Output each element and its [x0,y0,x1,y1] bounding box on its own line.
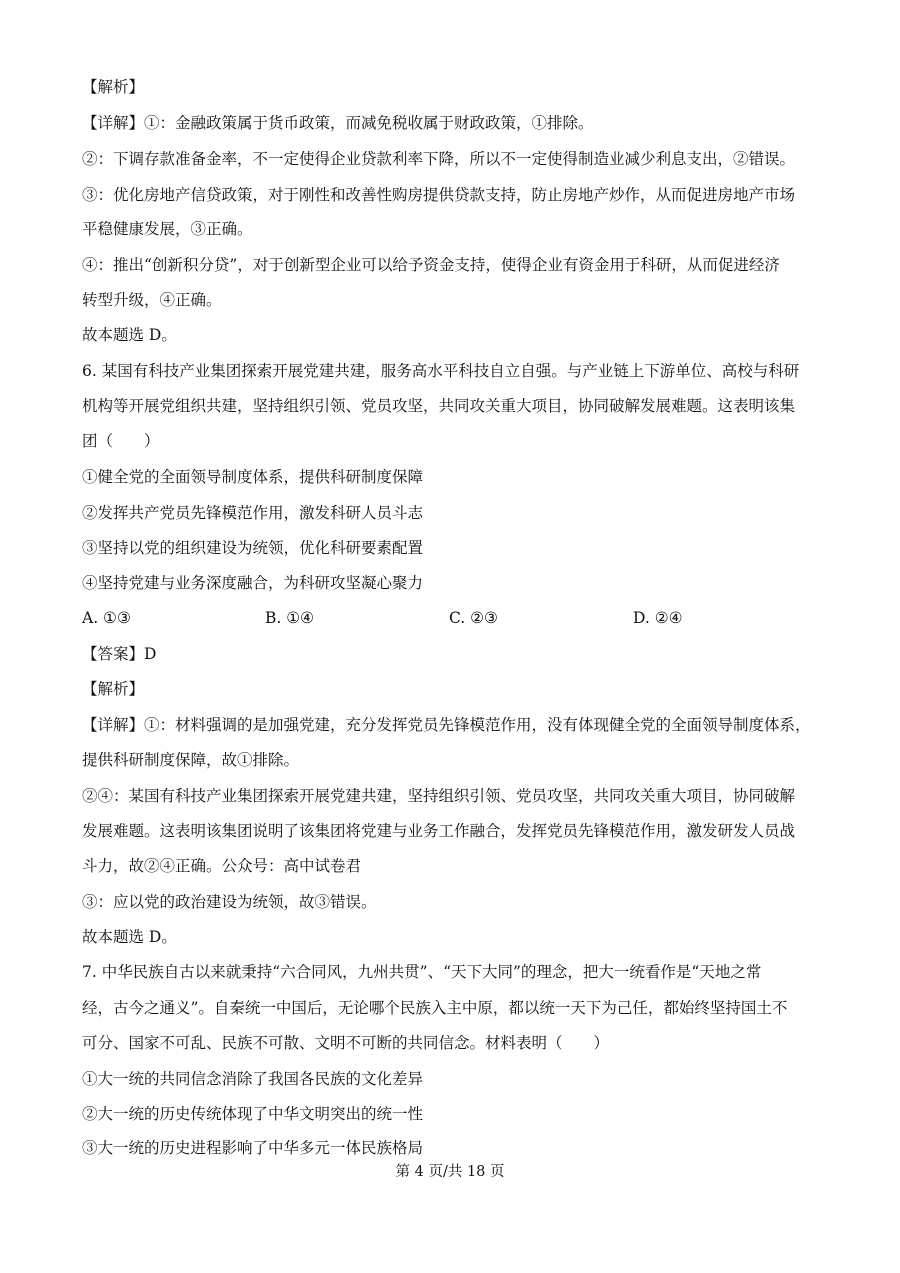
detail-line: 发展难题。这表明该集团说明了该集团将党建与业务工作融合，发挥党员先锋模范作用，激发研发人员战 [82,822,796,840]
option-a: A. ①③ [82,609,131,627]
question-6-stem: 6. 某国有科技产业集团探索开展党建共建，服务高水平科技自立自强。与产业链上下游单位、高校与科研 [82,362,800,380]
detail-line: ③：应以党的政治建设为统领，故③错误。 [82,893,377,911]
detail-line: 转型升级，④正确。 [82,291,222,309]
option-d: D. ②④ [633,609,683,627]
analysis-heading: 【解析】 [82,78,145,96]
detail-line: 平稳健康发展，③正确。 [82,220,253,238]
question-6-stem: 团（ ） [82,432,160,450]
detail-line: 【详解】①：材料强调的是加强党建，充分发挥党员先锋模范作用，没有体现健全党的全面领导制度体系， [82,716,811,734]
detail-line: ②：下调存款准备金率，不一定使得企业贷款利率下降，所以不一定使得制造业减少利息支出，②错误。 [82,150,796,168]
question-7-statement: ①大一统的共同信念消除了我国各民族的文化差异 [82,1070,424,1088]
option-c: C. ②③ [449,609,498,627]
page-footer: 第 4 页/共 18 页 [395,1164,505,1180]
detail-line: ④：推出“创新积分贷”，对于创新型企业可以给予资金支持，使得企业有资金用于科研，从而促进经济 [82,256,780,274]
question-6-statement: ①健全党的全面领导制度体系，提供科研制度保障 [82,468,424,486]
conclusion-line: 故本题选 D。 [82,326,177,344]
question-7-stem: 7. 中华民族自古以来就秉持“六合同风，九州共贯”、“天下大同”的理念，把大一统看作是“天地之常 [82,963,762,981]
detail-line: ③：优化房地产信贷政策，对于刚性和改善性购房提供贷款支持，防止房地产炒作，从而促进房地产市场 [82,186,796,204]
question-6-stem: 机构等开展党组织共建，坚持组织引领、党员攻坚，共同攻关重大项目，协同破解发展难题。这表明该集 [82,397,796,415]
option-b: B. ①④ [265,609,315,627]
conclusion-line: 故本题选 D。 [82,928,177,946]
question-6-statement: ④坚持党建与业务深度融合，为科研攻坚凝心聚力 [82,574,424,592]
detail-line: 提供科研制度保障，故①排除。 [82,751,300,769]
question-7-stem: 可分、国家不可乱、民族不可散、文明不可断的共同信念。材料表明（ ） [82,1034,610,1052]
detail-line: 斗力，故②④正确。公众号：高中试卷君 [82,857,362,875]
question-7-statement: ②大一统的历史传统体现了中华文明突出的统一性 [82,1105,424,1123]
question-7-statement: ③大一统的历史进程影响了中华多元一体民族格局 [82,1139,424,1157]
question-7-stem: 经，古今之通义”。自秦统一中国后，无论哪个民族入主中原，都以统一天下为己任，都始终坚持国土不 [82,999,788,1017]
question-6-statement: ③坚持以党的组织建设为统领，优化科研要素配置 [82,539,424,557]
answer-line: 【答案】D [82,645,157,663]
question-6-statement: ②发挥共产党员先锋模范作用，激发科研人员斗志 [82,504,424,522]
analysis-heading: 【解析】 [82,680,145,698]
detail-line: 【详解】①：金融政策属于货币政策，而减免税收属于财政政策，①排除。 [82,114,594,132]
detail-line: ②④：某国有科技产业集团探索开展党建共建，坚持组织引领、党员攻坚，共同攻关重大项目，协同破解 [82,787,796,805]
